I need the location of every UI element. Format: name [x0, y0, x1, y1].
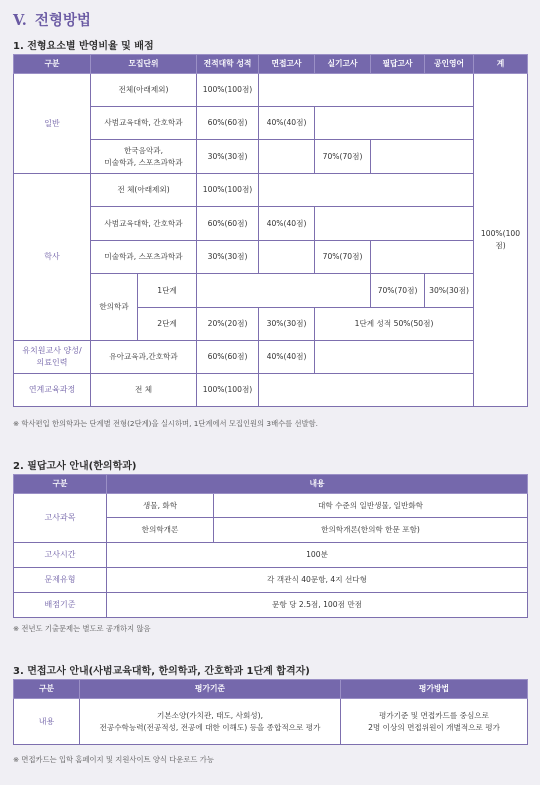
section1-note: ※ 학사편입 한의학과는 단계별 전형(2단계)을 실시하며, 1단계에서 모집인원의 3배수를 선발함.	[13, 419, 319, 428]
empty-cell	[259, 74, 474, 107]
unit-oriental-medicine: 한의학과	[91, 274, 138, 341]
general-edu-grade: 60%(60점)	[197, 107, 259, 140]
group-line: 유치원교사 양성/	[22, 346, 82, 355]
bachelor-art-practical: 70%(70점)	[315, 241, 371, 274]
header-written: 필답고사	[371, 55, 425, 74]
subject1-desc: 대학 수준의 일반생물, 일반화학	[214, 494, 528, 518]
header-category: 구분	[14, 55, 91, 74]
score-label: 배점기준	[14, 593, 107, 618]
kinder-interview: 40%(40점)	[259, 341, 315, 374]
empty-cell	[259, 174, 474, 207]
header-content: 내용	[107, 475, 528, 494]
ratio-table	[13, 54, 528, 407]
criteria-line: 전공수학능력(전공적성, 전공에 대한 이해도) 등을 종합적으로 평가	[99, 722, 321, 732]
section1-title: 1. 전형요소별 반영비율 및 배점	[13, 41, 154, 52]
stage2-interview: 30%(30점)	[259, 308, 315, 341]
subject2-desc: 한의학개론(한의학 한문 포함)	[214, 518, 528, 543]
unit-linked: 전 체	[91, 374, 197, 407]
page-title	[13, 9, 91, 30]
subject-label: 고사과목	[14, 494, 107, 543]
header-criteria: 평가기준	[80, 680, 341, 699]
group-linked: 연계교육과정	[14, 374, 91, 407]
stage2-grade: 20%(20점)	[197, 308, 259, 341]
method-line: 평가기준 및 면접카드를 중심으로	[379, 710, 489, 720]
header-category: 구분	[14, 680, 80, 699]
empty-cell	[371, 241, 474, 274]
chapter-number: V.	[13, 12, 27, 29]
empty-cell	[259, 374, 474, 407]
bachelor-edu-grade: 60%(60점)	[197, 207, 259, 241]
linked-grade: 100%(100점)	[197, 374, 259, 407]
bachelor-all-grade: 100%(100점)	[197, 174, 259, 207]
general-art-practical: 70%(70점)	[315, 140, 371, 174]
header-total: 계	[474, 55, 528, 74]
method-cell	[341, 699, 528, 745]
type-label: 문제유형	[14, 568, 107, 593]
group-bachelor: 학사	[14, 174, 91, 341]
unit-bachelor-art: 미술학과, 스포츠과학과	[91, 241, 197, 274]
row-label: 내용	[14, 699, 80, 745]
method-line: 2명 이상의 면접위원이 개별적으로 평가	[368, 722, 500, 732]
subject1-name: 생물, 화학	[107, 494, 214, 518]
group-general: 일반	[14, 74, 91, 174]
header-category: 구분	[14, 475, 107, 494]
subject2-name: 한의학개론	[107, 518, 214, 543]
header-practical: 실기고사	[315, 55, 371, 74]
unit-line: 미술학과, 스포츠과학과	[104, 157, 183, 167]
time-value: 100분	[107, 543, 528, 568]
unit-general-art	[91, 140, 197, 174]
header-grade: 전적대학 성적	[197, 55, 259, 74]
header-method: 평가방법	[341, 680, 528, 699]
general-edu-interview: 40%(40점)	[259, 107, 315, 140]
empty-cell	[315, 207, 474, 241]
empty-cell	[371, 140, 474, 174]
score-value: 문항 당 2.5점, 100점 만점	[107, 593, 528, 618]
total-cell: 100%(100점)	[474, 74, 528, 407]
section2-title: 2. 필답고사 안내(한의학과)	[13, 461, 137, 472]
section3-title: 3. 면접고사 안내(사범교육대학, 한의학과, 간호학과 1단계 합격자)	[13, 666, 310, 677]
kinder-grade: 60%(60점)	[197, 341, 259, 374]
section2-note: ※ 전년도 기출문제는 별도로 공개하지 않음	[13, 624, 151, 633]
stage1-written: 70%(70점)	[371, 274, 425, 308]
group-line: 의료인력	[36, 358, 68, 367]
bachelor-edu-interview: 40%(40점)	[259, 207, 315, 241]
stage1-label: 1단계	[138, 274, 197, 308]
unit-bachelor-all: 전 체(아래제외)	[91, 174, 197, 207]
criteria-line: 기본소양(가치관, 태도, 사회성),	[156, 710, 264, 720]
stage1-english: 30%(30점)	[425, 274, 474, 308]
empty-cell	[259, 241, 315, 274]
empty-cell	[197, 274, 371, 308]
unit-general-edu: 사범교육대학, 간호학과	[91, 107, 197, 140]
unit-bachelor-edu: 사범교육대학, 간호학과	[91, 207, 197, 241]
chapter-title: 전형방법	[34, 13, 91, 29]
type-value: 각 객관식 40문항, 4지 선다형	[107, 568, 528, 593]
written-exam-table	[13, 474, 528, 618]
general-all-grade: 100%(100점)	[197, 74, 259, 107]
stage2-label: 2단계	[138, 308, 197, 341]
unit-line: 한국음악과,	[123, 145, 164, 155]
empty-cell	[259, 140, 315, 174]
group-kinder	[14, 341, 91, 374]
empty-cell	[315, 341, 474, 374]
general-art-grade: 30%(30점)	[197, 140, 259, 174]
header-english: 공인영어	[425, 55, 474, 74]
unit-general-all: 전체(아래제외)	[91, 74, 197, 107]
unit-kinder: 유아교육과,간호학과	[91, 341, 197, 374]
header-interview: 면접고사	[259, 55, 315, 74]
empty-cell	[315, 107, 474, 140]
interview-table	[13, 679, 528, 745]
criteria-cell	[80, 699, 341, 745]
time-label: 고사시간	[14, 543, 107, 568]
header-unit: 모집단위	[91, 55, 197, 74]
stage2-rest: 1단계 성적 50%(50점)	[315, 308, 474, 341]
bachelor-art-grade: 30%(30점)	[197, 241, 259, 274]
section3-note: ※ 면접카드는 입학 홈페이지 및 지원사이트 양식 다운로드 가능	[13, 755, 214, 764]
